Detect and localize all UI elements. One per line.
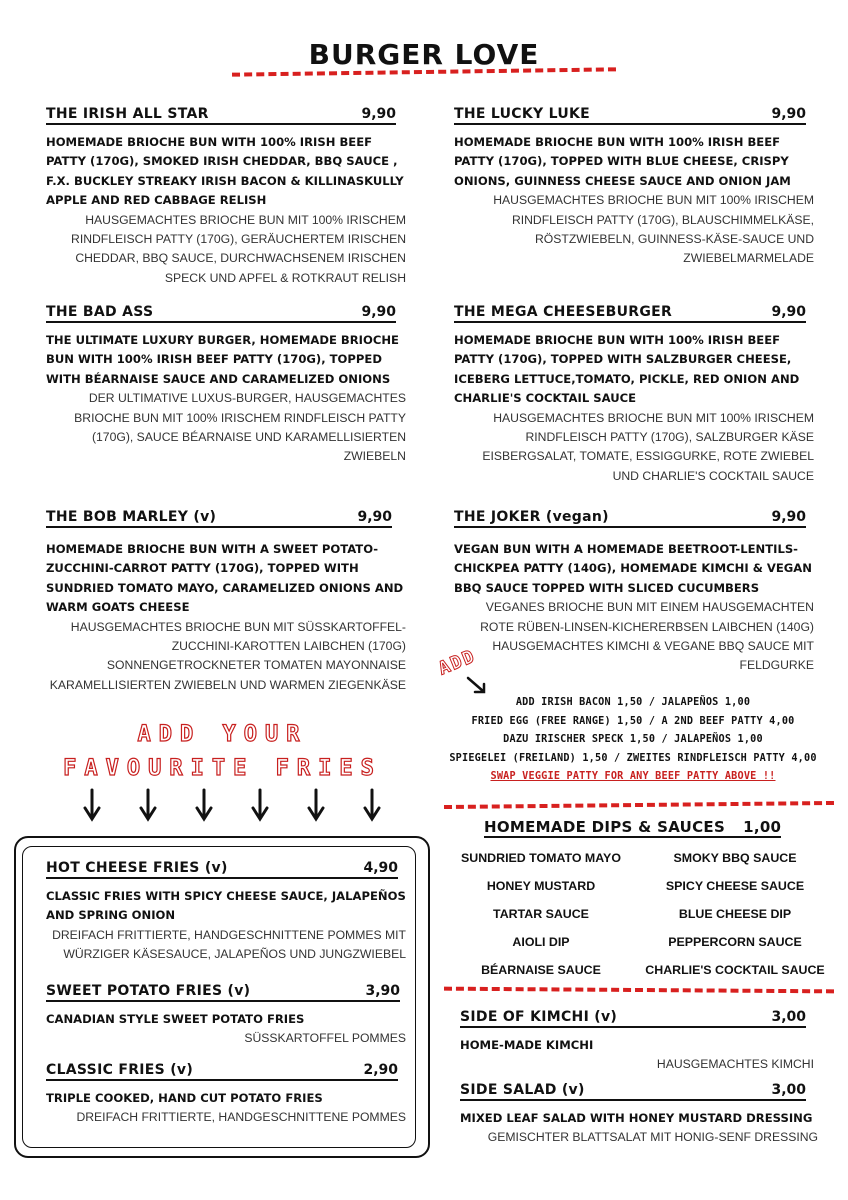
fries-heading-line2: FAVOURITE FRIES [63,756,382,781]
dip-item: HONEY MUSTARD [486,879,596,893]
item-description-en: HOMEMADE BRIOCHE BUN WITH 100% IRISH BEEF PATTY (170G), SMOKED IRISH CHEDDAR, BBQ SAUCE , F.X. BUCKLEY STREAKY IRISH BACON & KILLINASKULLY APPLE AND RED CABBAGE RELISH [46,135,404,208]
extras-line: DAZU IRISCHER SPECK 1,50 / JALAPEÑOS 1,00 [503,734,763,746]
arrow-down-icon [138,788,158,822]
item-description-en: HOME-MADE KIMCHI [460,1038,594,1052]
item-name: THE LUCKY LUKE [454,106,591,122]
dip-item: SMOKY BBQ SAUCE [673,851,797,865]
dip-item: BLUE CHEESE DIP [678,907,792,921]
item-price: 9,90 [357,509,392,525]
arrow-down-icon [250,788,270,822]
dip-item: CHARLIE'S COCKTAIL SAUCE [645,963,825,977]
menu-item-classic-fries [46,1062,406,1128]
menu-item-sweet-potato-fries [46,983,406,1049]
dips-grid [444,848,832,980]
item-name: SIDE SALAD (v) [460,1082,585,1098]
dip-item: SPICY CHEESE SAUCE [665,879,805,893]
item-price: 3,00 [771,1009,806,1025]
item-price: 9,90 [361,304,396,320]
item-description-de: GEMISCHTER BLATTSALAT MIT HONIG-SENF DRESSING [487,1130,818,1145]
menu-item-side-salad [460,1082,818,1148]
item-price: 3,00 [771,1082,806,1098]
dips-heading [484,818,781,838]
menu-item-irish-all-star [46,106,406,288]
arrow-row [82,788,382,822]
menu-title: BURGER LOVE [308,38,540,71]
item-price: 9,90 [771,106,806,122]
arrow-down-icon [306,788,326,822]
item-description-en: MIXED LEAF SALAD WITH HONEY MUSTARD DRESSING [460,1111,813,1125]
dip-item: PEPPERCORN SAUCE [668,935,802,949]
item-description-de: DREIFACH FRITTIERTE, HANDGESCHNITTENE POMMES MIT WÜRZIGER KÄSESAUCE, JALAPEÑOS UND JUNGZWIEBEL [52,927,406,962]
menu-item-side-kimchi [460,1009,814,1075]
arrow-down-icon [82,788,102,822]
item-description-de: VEGANES BRIOCHE BUN MIT EINEM HAUSGEMACHTEN ROTE RÜBEN-LINSEN-KICHERERBSEN LAIBCHEN (140G) HAUSGEMACHTES KIMCHI & VEGANE BBQ SAUCE MIT FELDGURKE [480,600,814,673]
dip-item: BÉARNAISE SAUCE [481,963,601,977]
item-price: 2,90 [363,1062,398,1078]
item-name: THE MEGA CHEESEBURGER [454,304,673,320]
item-description-de: HAUSGEMACHTES KIMCHI [656,1057,814,1072]
extras-line: ADD IRISH BACON 1,50 / JALAPEÑOS 1,00 [515,697,751,708]
item-description-de: DREIFACH FRITTIERTE, HANDGESCHNITTENE POMMES [76,1110,406,1125]
dips-price: 1,00 [743,818,782,836]
item-name: HOT CHEESE FRIES (v) [46,860,228,876]
arrow-down-icon [194,788,214,822]
menu-item-hot-cheese-fries [46,860,406,965]
extras-list [436,694,830,787]
item-description-en: CANADIAN STYLE SWEET POTATO FRIES [46,1012,305,1026]
item-description-de: DER ULTIMATIVE LUXUS-BURGER, HAUSGEMACHTES BRIOCHE BUN MIT 100% IRISCHEM RINDFLEISCH PATTY (170G), SAUCE BÉARNAISE UND KARAMELLISIERTEN ZWIEBELN [74,391,406,464]
arrow-down-right-icon [466,676,488,696]
item-description-en: HOMEMADE BRIOCHE BUN WITH 100% IRISH BEEF PATTY (170G), TOPPED WITH SALZBURGER CHEESE, ICEBERG LETTUCE,TOMATO, PICKLE, RED ONION AND CHARLIE'S COCKTAIL SAUCE [454,333,800,406]
menu-item-bob-marley [46,509,406,695]
menu-item-lucky-luke [454,106,814,269]
item-price: 9,90 [771,509,806,525]
item-name: THE BOB MARLEY (v) [46,509,217,525]
item-price: 9,90 [771,304,806,320]
item-name: SIDE OF KIMCHI (v) [460,1009,618,1025]
extras-line: FRIED EGG (FREE RANGE) 1,50 / A 2ND BEEF PATTY 4,00 [471,715,795,727]
dips-title: HOMEMADE DIPS & SAUCES [484,818,726,836]
item-name: THE BAD ASS [46,304,154,320]
item-name: THE JOKER (vegan) [454,509,609,525]
item-description-de: HAUSGEMACHTES BRIOCHE BUN MIT 100% IRISCHEM RINDFLEISCH PATTY (170G), SALZBURGER KÄSE EISBERGSALAT, TOMATE, ESSIGGURKE, ROTE ZWIEBEL UND CHARLIE'S COCKTAIL SAUCE [482,410,814,483]
item-description-de: HAUSGEMACHTES BRIOCHE BUN MIT 100% IRISCHEM RINDFLEISCH PATTY (170G), BLAUSCHIMMELKÄSE, RÖSTZWIEBELN, GUINNESS-KÄSE-SAUCE UND ZWIEBELMARMELADE [493,193,814,266]
item-description-en: HOMEMADE BRIOCHE BUN WITH 100% IRISH BEEF PATTY (170G), TOPPED WITH BLUE CHEESE, CRISPY ONIONS, GUINNESS CHEESE SAUCE AND ONION JAM [454,135,791,188]
dip-item: AIOLI DIP [512,935,570,949]
item-price: 9,90 [361,106,396,122]
menu-item-joker [454,509,814,676]
arrow-down-icon [362,788,382,822]
item-name: CLASSIC FRIES (v) [46,1062,194,1078]
dip-item: TARTAR SAUCE [493,907,589,921]
fries-heading-line1: ADD YOUR [137,722,308,747]
dips-divider-top [444,801,834,809]
add-label: ADD [435,645,480,680]
dips-divider-bottom [444,987,834,994]
menu-item-mega-cheeseburger [454,304,814,486]
item-description-en: CLASSIC FRIES WITH SPICY CHEESE SAUCE, JALAPEÑOS AND SPRING ONION [46,889,406,923]
item-price: 3,90 [365,983,400,999]
item-description-de: SÜSSKARTOFFEL POMMES [244,1031,406,1046]
item-price: 4,90 [363,860,398,876]
item-description-de: HAUSGEMACHTES BRIOCHE BUN MIT SÜSSKARTOFFEL-ZUCCHINI-KAROTTEN LAIBCHEN (170G) SONNENGETROCKNETER TOMATEN MAYONNAISE KARAMELLISIERTEN ZWIEBELN UND WARMEN ZIEGENKÄSE [49,619,406,692]
dip-item: SUNDRIED TOMATO MAYO [461,851,621,865]
item-name: SWEET POTATO FRIES (v) [46,983,251,999]
item-name: THE IRISH ALL STAR [46,106,209,122]
item-description-en: VEGAN BUN WITH A HOMEMADE BEETROOT-LENTILS-CHICKPEA PATTY (140G), HOMEMADE KIMCHI & VEGAN BBQ SAUCE TOPPED WITH SLICED CUCUMBERS [454,542,812,595]
item-description-en: TRIPLE COOKED, HAND CUT POTATO FRIES [46,1091,323,1105]
item-description-en: THE ULTIMATE LUXURY BURGER, HOMEMADE BRIOCHE BUN WITH 100% IRISH BEEF PATTY (170G), TOPPED WITH BÉARNAISE SAUCE AND CARAMELIZED ONIONS [46,333,399,386]
item-description-en: HOMEMADE BRIOCHE BUN WITH A SWEET POTATO-ZUCCHINI-CARROT PATTY (170G), TOPPED WITH SUNDRIED TOMATO MAYO, CARAMELIZED ONIONS AND WARM GOATS CHEESE [46,542,404,615]
extras-swap-note: SWAP VEGGIE PATTY FOR ANY BEEF PATTY ABOVE !! [490,771,776,783]
menu-item-bad-ass [46,304,406,467]
extras-line: SPIEGELEI (FREILAND) 1,50 / ZWEITES RINDFLEISCH PATTY 4,00 [449,752,817,764]
item-description-de: HAUSGEMACHTES BRIOCHE BUN MIT 100% IRISCHEM RINDFLEISCH PATTY (170G), GERÄUCHERTEM IRISCHEN CHEDDAR, BBQ SAUCE, DURCHWACHSENEM IRISCHEN SPECK UND APFEL & ROTKRAUT RELISH [71,212,406,285]
